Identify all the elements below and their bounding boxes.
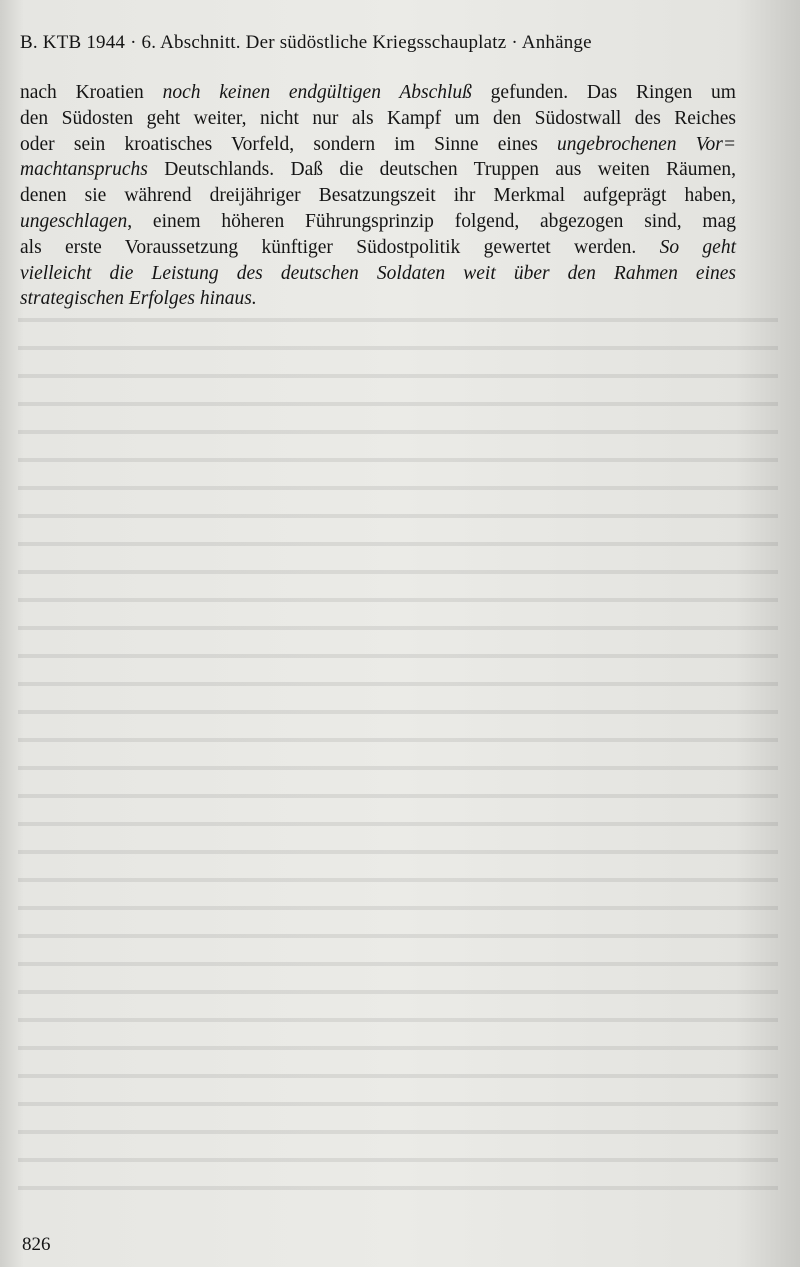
- text-line: [20, 80, 736, 106]
- text-line: [20, 261, 736, 287]
- text-run: denen sie während dreijähriger Besatzungszeit ihr Merkmal aufgeprägt haben,: [20, 185, 736, 207]
- text-run: Deutschlands. Daß die deutschen Truppen aus weiten Räumen,: [147, 159, 736, 181]
- text-line: [20, 235, 736, 261]
- italic-text: noch keinen endgültigen Abschluß: [162, 82, 472, 103]
- text-line: [20, 106, 736, 132]
- text-run: den Südosten geht weiter, nicht nur als Kampf um den Südostwall des Reiches: [20, 107, 736, 129]
- body-paragraph: [20, 80, 736, 312]
- text-run: als erste Voraussetzung künftiger Südostpolitik gewertet werden.: [20, 236, 660, 258]
- running-head: B. KTB 1944 · 6. Abschnitt. Der südöstliche Kriegsschauplatz · Anhänge: [20, 32, 592, 53]
- show-through-text: [18, 300, 778, 1200]
- text-line: [20, 157, 736, 183]
- text-run: , einem höheren Führungsprinzip folgend, abgezogen sind, mag: [127, 210, 736, 232]
- italic-text: vielleicht die Leistung des deutschen Soldaten weit über den Rahmen eines: [20, 262, 736, 284]
- text-run: oder sein kroatisches Vorfeld, sondern im Sinne eines: [20, 133, 558, 155]
- text-line: [20, 209, 736, 235]
- italic-text: So geht: [659, 236, 736, 258]
- text-line: [20, 132, 736, 158]
- text-run: nach Kroatien: [20, 82, 163, 103]
- text-line: [20, 183, 736, 209]
- text-line: [20, 286, 736, 312]
- italic-text: machtanspruchs: [20, 159, 148, 181]
- italic-text: ungeschlagen: [20, 210, 128, 232]
- italic-text: strategischen Erfolges hinaus.: [20, 288, 257, 310]
- page-number: 826: [22, 1234, 51, 1255]
- text-run: gefunden. Das Ringen um: [471, 82, 736, 103]
- italic-text: ungebrochenen Vor=: [557, 133, 737, 155]
